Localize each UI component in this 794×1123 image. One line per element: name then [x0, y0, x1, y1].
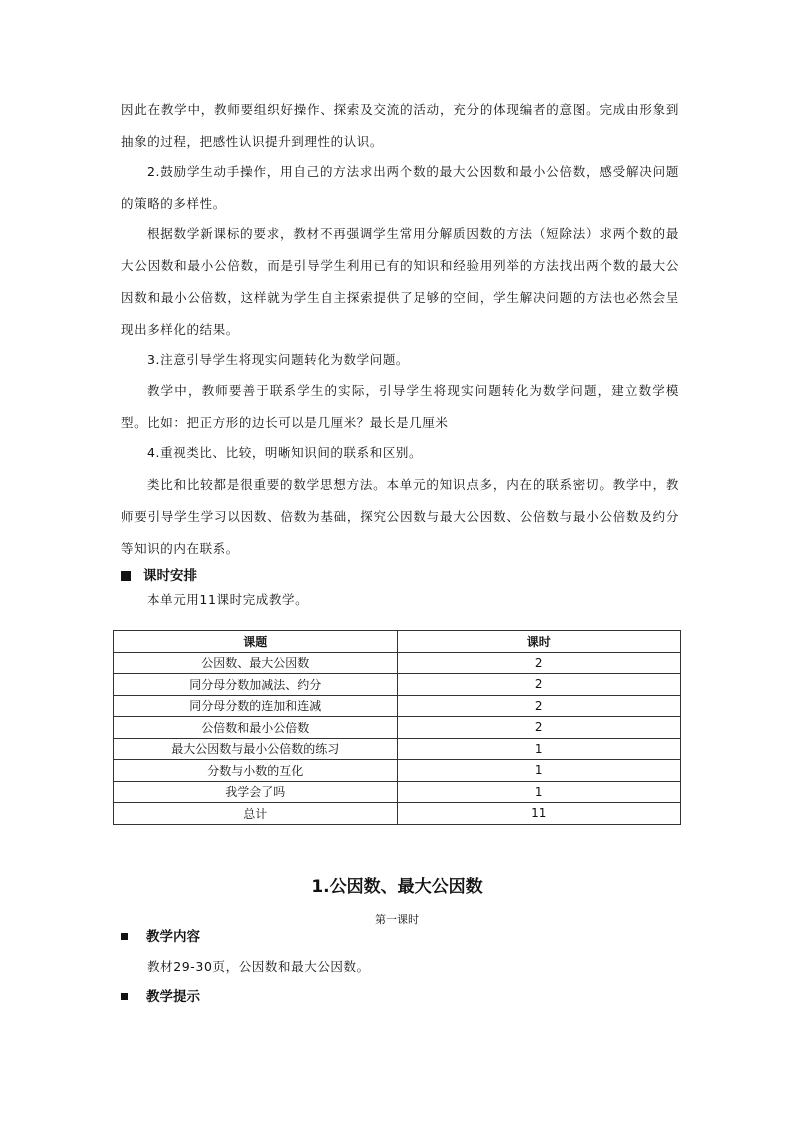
content-text: 教材29-30页，公因数和最大公因数。	[147, 959, 370, 974]
table-row	[114, 738, 681, 760]
table-row	[114, 781, 681, 803]
table-row	[114, 760, 681, 782]
cell-hours: 1	[397, 738, 681, 760]
table-row	[114, 717, 681, 739]
cell-topic: 分数与小数的互化	[114, 760, 398, 782]
cell-hours: 2	[397, 695, 681, 717]
cell-hours: 2	[397, 674, 681, 696]
cell-hours: 1	[397, 781, 681, 803]
schedule-table	[113, 630, 681, 825]
table-row	[114, 695, 681, 717]
paragraph-6: 4.重视类比、比较，明晰知识间的联系和区别。	[147, 445, 423, 460]
lesson-title: 1.公因数、最大公因数	[311, 877, 483, 897]
table-row-total	[114, 803, 681, 825]
col-header-hours: 课时	[397, 631, 681, 653]
square-bullet-icon	[121, 571, 131, 581]
cell-topic: 公因数、最大公因数	[114, 652, 398, 674]
tips-heading-text: 教学提示	[146, 989, 200, 1005]
paragraph-7: 类比和比较都是很重要的数学思想方法。本单元的知识点多，内在的联系密切。教学中，教师要引导学生学习以因数、倍数为基础，探究公因数与最大公因数、公倍数与最小公倍数及约分等知识的内在联系。	[121, 477, 679, 556]
cell-topic: 我学会了吗	[114, 781, 398, 803]
cell-hours: 2	[397, 652, 681, 674]
table-row	[114, 674, 681, 696]
cell-topic: 总计	[114, 803, 398, 825]
lesson-subtitle: 第一课时	[375, 913, 419, 926]
cell-topic: 同分母分数加减法、约分	[114, 674, 398, 696]
paragraph-5: 教学中，教师要善于联系学生的实际，引导学生将现实问题转化为数学问题，建立数学模型。比如：把正方形的边长可以是几厘米？最长是几厘米	[121, 383, 679, 430]
paragraph-2: 2.鼓励学生动手操作，用自己的方法求出两个数的最大公因数和最小公倍数，感受解决问题的策略的多样性。	[121, 164, 679, 211]
cell-hours: 1	[397, 760, 681, 782]
schedule-intro: 本单元用11课时完成教学。	[147, 592, 309, 607]
square-bullet-icon	[121, 993, 128, 1000]
paragraph-3: 根据数学新课标的要求，教材不再强调学生常用分解质因数的方法（短除法）求两个数的最大公因数和最小公倍数，而是引导学生利用已有的知识和经验用列举的方法找出两个数的最大公因数和最小公倍数，这样就为学生自主探索提供了足够的空间，学生解决问题的方法也必然会呈现出多样化的结果。	[121, 226, 679, 337]
schedule-heading	[121, 566, 197, 586]
schedule-heading-text: 课时安排	[143, 568, 197, 584]
tips-heading	[121, 987, 200, 1007]
cell-hours: 11	[397, 803, 681, 825]
cell-topic: 同分母分数的连加和连减	[114, 695, 398, 717]
paragraph-4: 3.注意引导学生将现实问题转化为数学问题。	[147, 352, 410, 367]
col-header-topic: 课题	[114, 631, 398, 653]
content-heading	[121, 927, 200, 947]
cell-topic: 公倍数和最小公倍数	[114, 717, 398, 739]
content-heading-text: 教学内容	[146, 929, 200, 945]
cell-topic: 最大公因数与最小公倍数的练习	[114, 738, 398, 760]
table-header-row	[114, 631, 681, 653]
table-row	[114, 652, 681, 674]
square-bullet-icon	[121, 933, 128, 940]
cell-hours: 2	[397, 717, 681, 739]
paragraph-1: 因此在教学中，教师要组织好操作、探索及交流的活动，充分的体现编者的意图。完成由形象到抽象的过程，把感性认识提升到理性的认识。	[121, 102, 679, 149]
